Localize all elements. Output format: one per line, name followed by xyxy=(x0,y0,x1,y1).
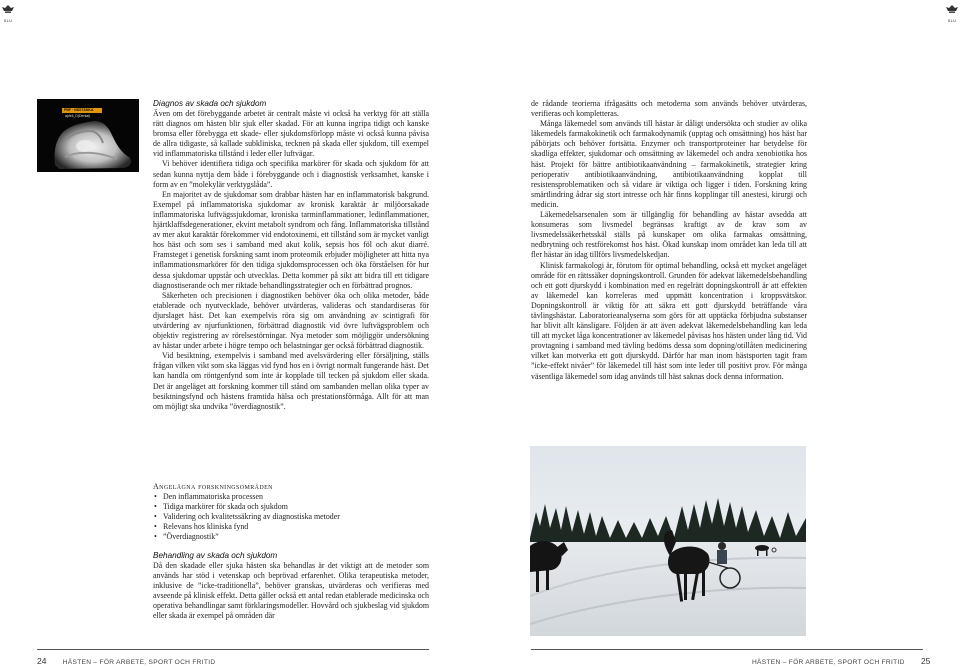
page-number-right: 25 xyxy=(920,656,931,666)
paragraph: Vi behöver identifiera tidiga och specifika markörer för skada och sjukdom för att sedan kunna nyttja dem både i förebyggande och i diagnostisk verksamhet, kanske i form av en ”molekylär verktygslåda”. xyxy=(153,159,429,189)
list-item: • Den inflammatoriska processen xyxy=(153,492,429,502)
paragraph: Många läkemedel som används till hästar är dåligt undersökta och studier av olika läkemedels farmakokinetik och farmakodynamik (upptag och omsättning) hos häst har påbörjats och behöver fortsätta. Enzymer och transportproteiner har betydelse för skadliga effekter, sjukdomar och omsättning av läkemedel och andra xenobiotika hos häst. Projekt för bättre antibiotikaanvändning – farmakokinetik, strategier kring perioperativ antibiotikaanvändning, antibiotikaanvändning kopplat till resistensproblematiken och så vidare är viktiga och ligger i tiden. Forskning kring smärtlindring ådrar sig stort intresse och här finns kopplingar till anestesi, kirurgi och medicin. xyxy=(531,119,807,209)
footer-rule-left xyxy=(37,649,429,650)
paragraph: Klinisk farmakologi är, förutom för optimal behandling, också ett mycket angeläget område för en rättssäker dopningskontroll. Grunden för adekvat läkemedelsbehandling och ett gott djurskydd i kombination med en regelrätt dopningskontroll är att effekten av läkemedel kan korreleras med uppmätt koncentration i kroppsvätskor. Dopningskontroll är viktig för att säkra ett gott djurskydd beträffande våra tävlingshästar. Laboratorieanalyserna som görs för att upptäcka förbjudna substanser har blivit allt känsligare. Följden är att även adekvat läkemedelsbehandling kan leda till att mycket låga koncentrationer av läkemedel påvisas hos hästen under lång tid. Vid provtagning i samband med tävling bedöms dessa som dopning/otillåten medicinering vilket kan motverka ett gott djurskydd. Därför har man inom hästsporten tagit fram ”icke-effekt nivåer” för läkemedel till häst som inte leder till positivt prov. För många väsentliga läkemedel som idag används till häst saknas dock denna information. xyxy=(531,260,807,381)
footer-title-right: HÄSTEN – FÖR ARBETE, SPORT OCH FRITID xyxy=(752,659,905,666)
list-item: • ”Överdiagnostik” xyxy=(153,532,429,542)
logo-text: SLU xyxy=(3,18,13,23)
paragraph: Vid besiktning, exempelvis i samband med avelsvärdering eller försäljning, ställs frågan vilken vikt som ska läggas vid fynd hos en i övrigt normalt fungerande häst. Det kan handla om röntgenfynd som inte är kopplade till tecken på sjukdom eller skada. Det är angeläget att forskning kommer till stånd om sambanden mellan olika typer av besiktningsfynd och hästens framtida hälsa och prestationsförmåga. Allt för att man om möjligt ska undvika ”överdiagnostik”. xyxy=(153,351,429,411)
slu-logo xyxy=(945,1,959,23)
crest-icon xyxy=(946,5,958,14)
list-item: • Validering och kvalitetssäkring av diagnostiska metoder xyxy=(153,512,429,522)
focus-areas-title: Angelägna forskningsområden xyxy=(153,482,273,491)
paragraph: En majoritet av de sjukdomar som drabbar hästen har en inflammatorisk bakgrund. Exempel på inflammatoriska sjukdomar av kronisk karaktär är miljöorsakade inflammatoriska luftvägssjukdomar, kroniska tarminflammationer, ledinflammationer, hjärtklaffsdegenerationer, ekvint metabolt syndrom och fång. Inflammatoriska tillstånd av mer akut karaktär förekommer vid endotoxinemi, ett tillstånd som är mycket vanligt hos häst och som ses i samband med akut kolik, sepsis hos föl och akut diarré. Framsteget i genetisk forskning samt inom proteomik erbjuder möjligheter att hitta nya inflammationsmarkörer för den tidiga sjukdomsprocessen och öka förståelsen för hur dessa sjukdomar uppstår och utvecklas. Detta kommer på sikt att bidra till ett tidigare diagnostiserande och mer riktade behandlingsstrategier och en förbättrad prognos. xyxy=(153,189,429,290)
focus-areas-list xyxy=(153,492,429,542)
footer-title-left: HÄSTEN – FÖR ARBETE, SPORT OCH FRITID xyxy=(62,659,216,666)
section-heading-diagnosis: Diagnos av skada och sjukdom xyxy=(153,99,267,108)
footer-rule-right xyxy=(531,649,923,650)
right-main-column xyxy=(531,99,807,382)
trotting-photo xyxy=(530,446,806,636)
paragraph: Läkemedelsarsenalen som är tillgänglig för behandling av hästar avsedda att konsumeras som livsmedel begränsas kraftigt av de krav som av livsmedelssäkerhetsskäl ställs på kunskaper om olika farmakas omsättning, nedbrytning och restförekomst hos häst. Ökad kunskap inom området kan leda till att fler hästar än idag tillförs livsmedelskedjan. xyxy=(531,210,807,260)
xray-tag-text: PBF · NÄSTANKA xyxy=(64,108,94,112)
winter-harness-racing-graphic xyxy=(530,446,806,636)
list-item: • Tidiga markörer för skada och sjukdom xyxy=(153,502,429,512)
slu-logo xyxy=(1,1,15,23)
xray-image xyxy=(37,99,139,172)
left-main-column xyxy=(153,99,429,412)
paragraph: de rådande teorierna ifrågasätts och metoderna som används behöver utvärderas, verifieras och kompletteras. xyxy=(531,99,807,119)
paragraph: Säkerheten och precisionen i diagnostiken behöver öka och olika metoder, både etablerade och nyutvecklade, behöver utvärderas, valideras och standardiseras för djurslaget häst. Det kan exempelvis röra sig om användning av scintigrafi för utvärdering av njurfunktionen, förbättrad diagnostik vid övre luftvägsproblem och objektiv registrering av rörelsestörningar. Nya metoder som möjliggör undersökning av hästar under arbete i högre tempo och belastningar ger också förbättrad diagnostik. xyxy=(153,290,429,351)
left-bottom-column xyxy=(153,482,429,621)
xray-label-tag xyxy=(62,108,102,113)
page-number-left: 24 xyxy=(37,656,47,666)
paragraph: Då den skadade eller sjuka hästen ska behandlas är det viktigt att de metoder som används har stöd i vetenskap och beprövad erfarenhet. Olika terapeutiska metoder, inklusive de ”icke-traditionella”, behöver granskas, utvärderas och verifieras med avseende på klinisk effekt. Detta gäller också ett antal redan etablerade medicinska och operativa behandlingar samt förklaringsmodeller. Hovvård och sjukbeslag vid sjukdom eller skada är exempel på områden där xyxy=(153,560,429,621)
section-heading-treatment: Behandling av skada och sjukdom xyxy=(153,550,278,560)
crest-icon xyxy=(2,5,14,14)
xray-caption: apfell_D(Dental) xyxy=(65,114,91,118)
list-item: • Relevans hos kliniska fynd xyxy=(153,522,429,532)
logo-text: SLU xyxy=(947,18,957,23)
paragraph: Även om det förebyggande arbetet är centralt måste vi också ha verktyg för att ställa rätt diagnos om hästen blir sjuk eller skadad. För att kunna ingripa tidigt och kanske bromsa eller förebygga ett skade- eller sjukdomsförlopp måste vi också kunna påvisa de allra tidigaste, så kallade subkliniska, tecknen på skada eller sjukdom, till exempel vid inflammatoriska tillstånd i leder eller luftvägar. xyxy=(153,109,429,159)
